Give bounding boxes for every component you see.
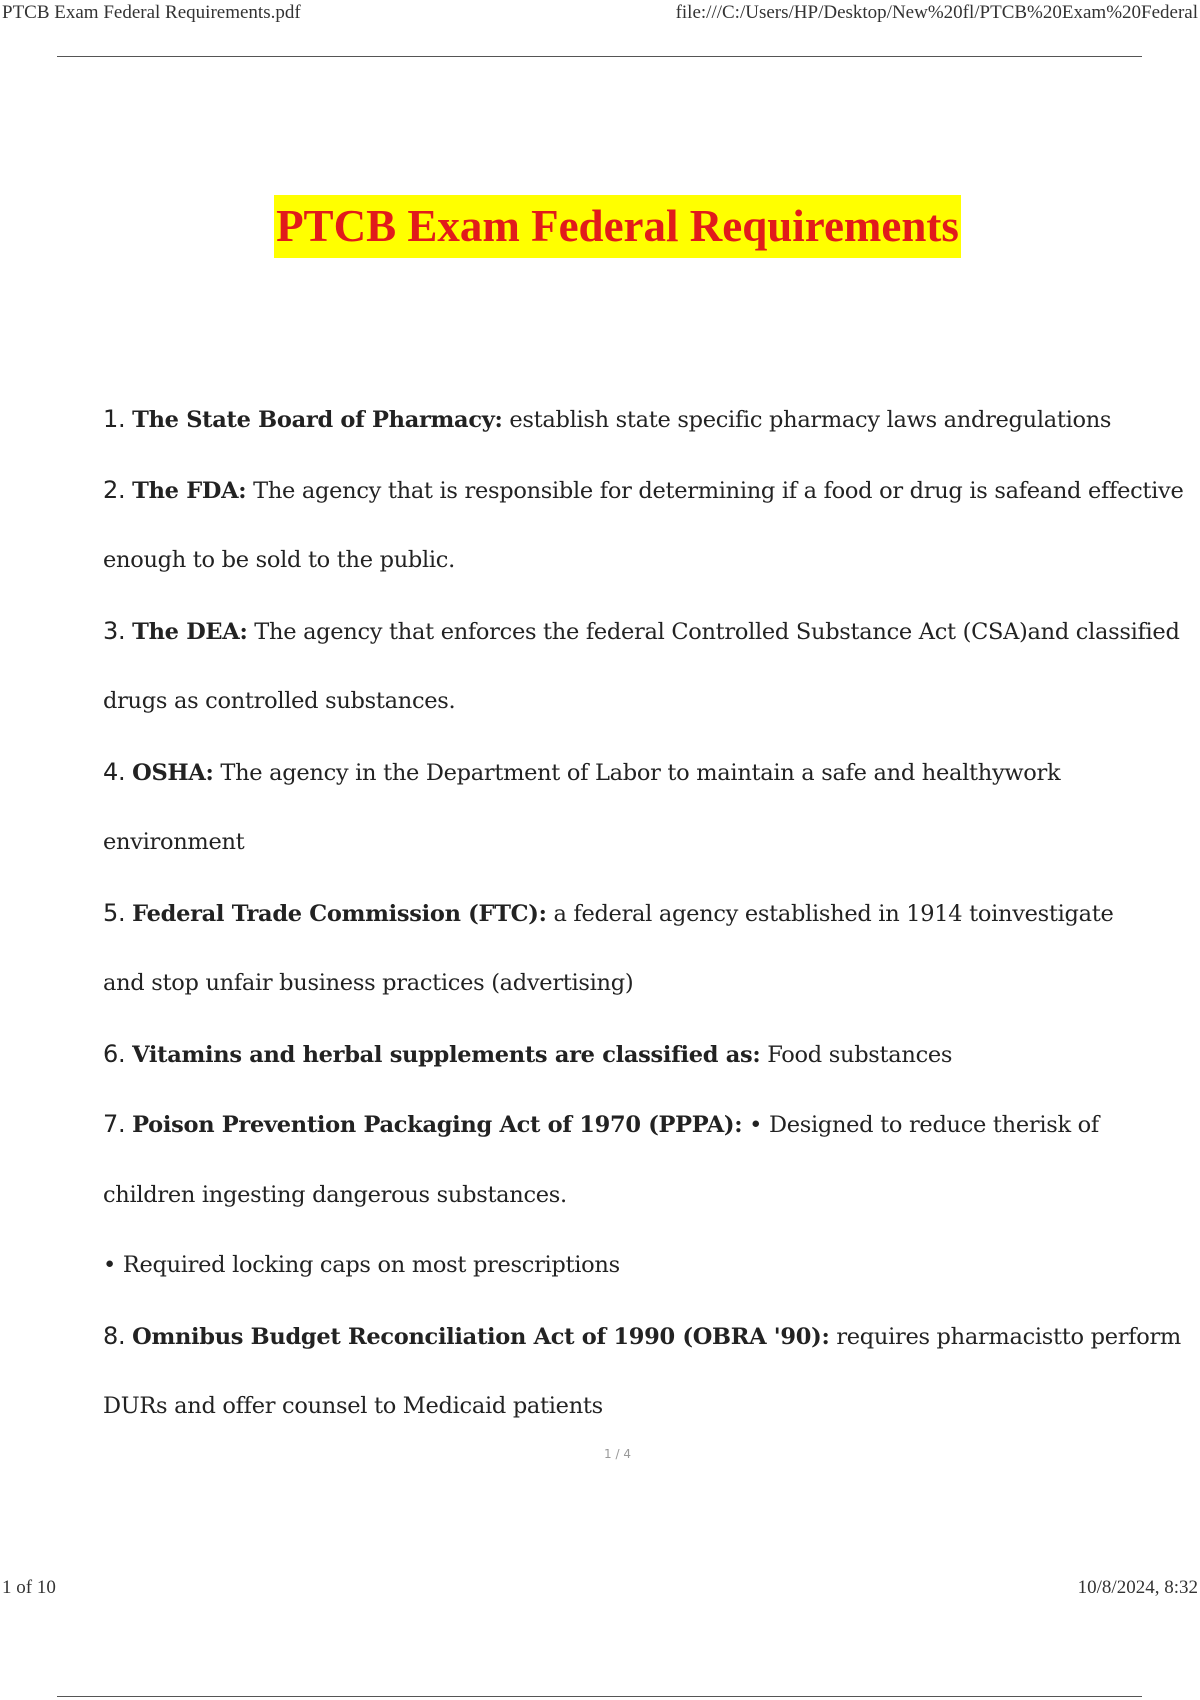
list-item-8-continued: DURs and offer counsel to Medicaid patients <box>103 1393 603 1419</box>
item-text: a federal agency established in 1914 toinvestigate <box>546 900 1114 927</box>
item-term: Vitamins and herbal supplements are classified as: <box>132 1041 761 1068</box>
list-item-5-continued: and stop unfair business practices (advertising) <box>103 970 634 996</box>
list-item-3-continued: drugs as controlled substances. <box>103 688 456 714</box>
item-text: Food substances <box>760 1041 953 1068</box>
item-number: 4. <box>103 757 126 786</box>
item-term: OSHA: <box>132 759 214 786</box>
list-item-1 <box>103 404 1133 475</box>
item-term: Poison Prevention Packaging Act of 1970 (PPPA): <box>132 1112 743 1138</box>
footer-divider <box>57 1696 1142 1697</box>
list-item-2-continued: enough to be sold to the public. <box>103 547 455 573</box>
item-text: The agency in the Department of Labor to maintain a safe and healthywork <box>213 759 1061 786</box>
item-text: • Designed to reduce therisk of <box>742 1112 1099 1138</box>
item-term: The State Board of Pharmacy: <box>132 407 503 433</box>
list-item-4-continued: environment <box>103 829 245 855</box>
item-number: 7. <box>103 1110 126 1138</box>
print-footer-page: 1 of 10 <box>2 1577 56 1598</box>
item-text: establish state specific pharmacy laws andregulations <box>502 407 1112 433</box>
title-container <box>0 195 1200 258</box>
item-number: 5. <box>103 898 126 927</box>
item-text: requires pharmacistto perform <box>829 1323 1181 1350</box>
item-term: Federal Trade Commission (FTC): <box>132 900 547 927</box>
list-item-4 <box>103 757 1133 828</box>
document-body <box>103 404 1184 1462</box>
item-number: 1. <box>103 405 126 433</box>
header-divider <box>57 56 1142 57</box>
item-number: 8. <box>103 1321 126 1350</box>
list-item-7-bullet: • Required locking caps on most prescriptions <box>103 1252 620 1278</box>
list-item-5 <box>103 898 1133 969</box>
item-term: The FDA: <box>132 477 247 504</box>
list-item-7 <box>103 1109 1133 1180</box>
item-number: 3. <box>103 616 126 645</box>
page-indicator: 1 / 4 <box>604 1447 631 1461</box>
list-item-8 <box>103 1321 1181 1392</box>
document-title: PTCB Exam Federal Requirements <box>274 195 961 258</box>
item-text: The agency that is responsible for determining if a food or drug is safeand effective <box>246 477 1184 504</box>
list-item-6 <box>103 1039 1133 1110</box>
list-item-3 <box>103 616 1180 687</box>
item-text: The agency that enforces the federal Controlled Substance Act (CSA)and classified <box>247 618 1180 645</box>
print-footer-datetime: 10/8/2024, 8:32 <box>1077 1577 1198 1598</box>
item-term: The DEA: <box>132 618 248 645</box>
print-header-url: file:///C:/Users/HP/Desktop/New%20fl/PTCB%20Exam%20Federal <box>675 2 1198 23</box>
list-item-2 <box>103 475 1184 546</box>
item-number: 6. <box>103 1039 126 1068</box>
list-item-7-continued: children ingesting dangerous substances. <box>103 1181 567 1208</box>
item-number: 2. <box>103 475 126 504</box>
print-header-title: PTCB Exam Federal Requirements.pdf <box>2 2 301 23</box>
item-term: Omnibus Budget Reconciliation Act of 1990 (OBRA '90): <box>132 1323 830 1350</box>
